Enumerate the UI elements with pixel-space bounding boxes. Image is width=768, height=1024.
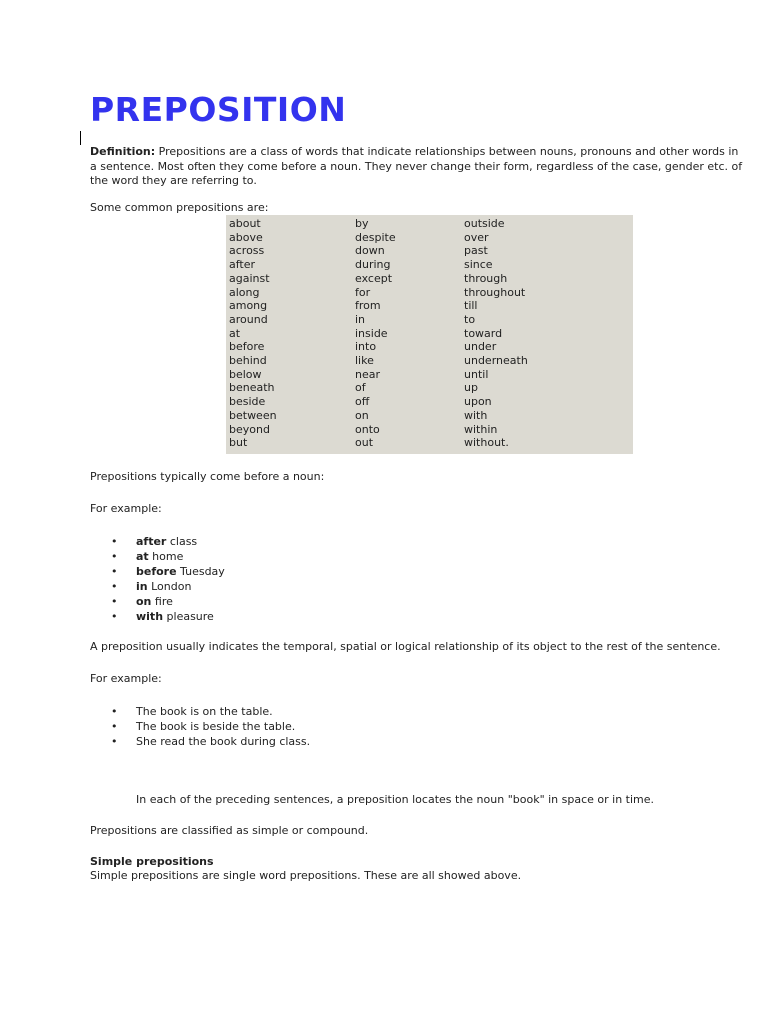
- preposition-cell: outside: [464, 217, 505, 230]
- preposition-cell: inside: [355, 326, 388, 340]
- example-sentence: She read the book during class.: [136, 735, 311, 748]
- preceding-sentences-text: In each of the preceding sentences, a preposition locates the noun "book" in space or in time.: [136, 793, 655, 806]
- example-object: pleasure: [163, 610, 214, 623]
- list-item: [90, 549, 225, 564]
- preposition-cell: upon: [464, 395, 492, 409]
- page-title: PREPOSITION: [90, 90, 347, 129]
- bullet-icon: •: [111, 610, 118, 623]
- preposition-cell: beyond: [229, 422, 270, 436]
- preposition-cell: but: [229, 436, 248, 450]
- preposition-cell: below: [229, 367, 262, 381]
- preposition-cell: through: [464, 271, 508, 285]
- preposition-cell: at: [229, 326, 241, 340]
- example-preposition: after: [136, 535, 167, 548]
- preposition-cell: in: [355, 312, 366, 326]
- list-item: [90, 534, 225, 549]
- preposition-cell: along: [229, 285, 260, 299]
- bullet-icon: •: [111, 565, 118, 578]
- example-object: Tuesday: [176, 565, 225, 578]
- examples-list-2: [90, 704, 310, 749]
- for-example-label-1: For example:: [90, 502, 162, 515]
- preposition-cell: since: [464, 258, 493, 272]
- example-object: London: [147, 580, 192, 593]
- preposition-cell: among: [229, 299, 268, 313]
- preposition-cell: before: [229, 340, 265, 354]
- preposition-cell: against: [229, 271, 270, 285]
- example-object: home: [148, 550, 184, 563]
- examples-list-1: [90, 534, 225, 624]
- prepositions-column-1: [229, 217, 277, 450]
- preposition-cell: to: [464, 312, 476, 326]
- definition-line-3: the word they are referring to.: [90, 174, 257, 188]
- definition-paragraph: [90, 145, 742, 189]
- preposition-cell: within: [464, 422, 498, 436]
- preposition-cell: down: [355, 244, 385, 258]
- preposition-cell: throughout: [464, 285, 526, 299]
- list-item: [90, 579, 225, 594]
- example-preposition: at: [136, 550, 149, 563]
- preposition-cell: despite: [355, 230, 396, 244]
- preposition-cell: after: [229, 258, 256, 272]
- definition-line-2: a sentence. Most often they come before a noun. They never change their form, regardless of the case, gender etc. of: [90, 159, 743, 173]
- preposition-cell: above: [229, 230, 263, 244]
- preposition-cell: into: [355, 340, 377, 354]
- preposition-cell: onto: [355, 422, 380, 436]
- prepositions-table: [226, 215, 633, 454]
- bullet-icon: •: [111, 580, 118, 593]
- example-object: class: [166, 535, 198, 548]
- preposition-cell: past: [464, 244, 488, 258]
- definition-label: Definition:: [90, 145, 156, 158]
- preposition-cell: under: [464, 340, 497, 354]
- preposition-cell: until: [464, 367, 489, 381]
- preposition-cell: beside: [229, 395, 266, 409]
- preposition-cell: between: [229, 408, 277, 422]
- list-item: [90, 704, 310, 719]
- preposition-cell: behind: [229, 354, 267, 368]
- preposition-cell: out: [355, 436, 374, 450]
- simple-prepositions-text: Simple prepositions are single word prepositions. These are all showed above.: [90, 869, 522, 882]
- classified-text: Prepositions are classified as simple or compound.: [90, 824, 369, 837]
- before-noun-text: Prepositions typically come before a noun:: [90, 470, 325, 483]
- relationship-text: A preposition usually indicates the temporal, spatial or logical relationship of its object to the rest of the sentence.: [90, 640, 721, 653]
- preposition-cell: up: [464, 381, 478, 395]
- simple-prepositions-heading: Simple prepositions: [90, 855, 214, 868]
- list-item: [90, 564, 225, 579]
- common-prepositions-intro: Some common prepositions are:: [90, 201, 269, 214]
- list-item: [90, 734, 310, 749]
- list-item: [90, 594, 225, 609]
- preposition-cell: off: [355, 395, 370, 409]
- bullet-icon: •: [111, 535, 118, 548]
- for-example-label-2: For example:: [90, 672, 162, 685]
- preposition-cell: except: [355, 271, 393, 285]
- preposition-cell: of: [355, 381, 366, 395]
- preposition-cell: beneath: [229, 381, 275, 395]
- preposition-cell: with: [464, 408, 488, 422]
- example-preposition: with: [136, 610, 164, 623]
- preposition-cell: during: [355, 258, 391, 272]
- preposition-cell: by: [355, 217, 369, 230]
- list-item: [90, 609, 225, 624]
- example-preposition: in: [136, 580, 148, 593]
- preposition-cell: over: [464, 230, 489, 244]
- preposition-cell: toward: [464, 326, 503, 340]
- bullet-icon: •: [111, 720, 118, 733]
- preposition-cell: for: [355, 285, 371, 299]
- bullet-icon: •: [111, 705, 118, 718]
- example-sentence: The book is on the table.: [136, 705, 273, 718]
- bullet-icon: •: [111, 550, 118, 563]
- prepositions-column-3: [464, 217, 528, 450]
- preposition-cell: near: [355, 367, 381, 381]
- preposition-cell: till: [464, 299, 478, 313]
- preposition-cell: like: [355, 354, 374, 368]
- text-cursor: [80, 131, 81, 145]
- prepositions-column-2: [355, 217, 396, 450]
- preposition-cell: without.: [464, 436, 509, 450]
- bullet-icon: •: [111, 595, 118, 608]
- list-item: [90, 719, 310, 734]
- preposition-cell: on: [355, 408, 369, 422]
- preposition-cell: across: [229, 244, 265, 258]
- example-preposition: before: [136, 565, 177, 578]
- preposition-cell: around: [229, 312, 268, 326]
- definition-line-1: Prepositions are a class of words that indicate relationships between nouns, pronouns and other words in: [155, 145, 739, 158]
- example-preposition: on: [136, 595, 152, 608]
- example-object: fire: [151, 595, 173, 608]
- preposition-cell: underneath: [464, 354, 528, 368]
- preposition-cell: about: [229, 217, 261, 230]
- example-sentence: The book is beside the table.: [136, 720, 296, 733]
- bullet-icon: •: [111, 735, 118, 748]
- preposition-cell: from: [355, 299, 381, 313]
